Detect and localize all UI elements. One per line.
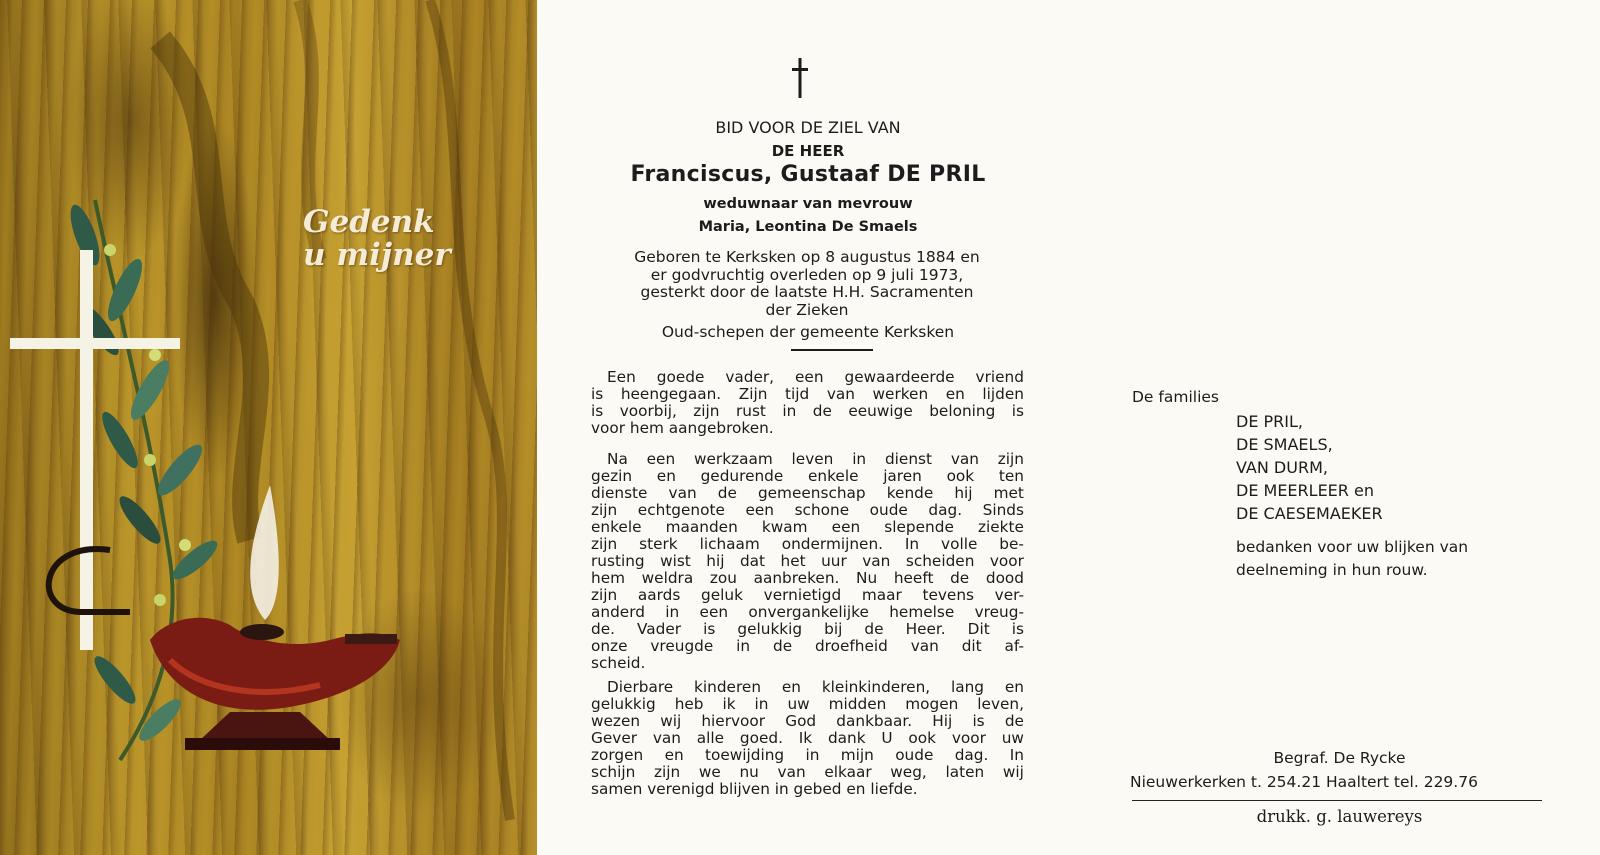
detail-line: der Zieken: [765, 300, 849, 319]
paragraph-line: zijn sterk lichaam ondermijnen. In volle be-: [591, 535, 1024, 553]
paragraph-line: dienste van de gemeenschap kende hij met: [591, 484, 1024, 502]
paragraph-line: zijn aards geluk vernietigd maar tevens ver-: [591, 586, 1024, 604]
paragraph-line: de. Vader is gelukkig bij de Heer. Dit is: [591, 620, 1024, 638]
paragraph-line: anderd in een onvergankelijke hemelse vreug-: [591, 603, 1024, 621]
paragraph-line: hem weldra zou aanbreken. Nu heeft de dood: [591, 569, 1024, 587]
birth-death-details: [587, 249, 1027, 319]
paragraph-line: Een goede vader, een gewaardeerde vriend: [607, 368, 1024, 386]
office-line: Oud-schepen der gemeente Kerksken: [661, 323, 955, 341]
thank-you-panel: [1079, 0, 1600, 855]
paragraph-line: schijn zijn we nu van elkaar weg, laten wij: [591, 763, 1024, 781]
family-name: DE MEERLEER en: [1236, 481, 1374, 500]
printer-credit: drukk. g. lauwereys: [1256, 807, 1423, 826]
paragraph-line: is heengegaan. Zijn tijd van werken en lijden: [591, 385, 1024, 403]
thanks-message: [1236, 536, 1536, 582]
paragraph-line: enkele maanden kwam een slepende ziekte: [591, 518, 1024, 536]
cover-title-line: Gedenk: [303, 204, 435, 240]
paragraph-line: voor hem aangebroken.: [591, 419, 774, 437]
thanks-line: deelneming in hun rouw.: [1236, 561, 1428, 579]
family-name: DE SMAELS,: [1236, 435, 1333, 454]
cover-illustration: [0, 0, 537, 855]
widower-line: weduwnaar van mevrouw: [703, 196, 913, 212]
paragraph-line: Dierbare kinderen en kleinkinderen, lang en: [607, 678, 1024, 696]
cross-icon: [792, 58, 808, 98]
paragraph-line: zijn echtgenote een schone oude dag. Sinds: [591, 501, 1024, 519]
cover-title-line: u mijner: [303, 237, 451, 273]
paragraph-line: gelukkig heb ik in uw midden mogen leven,: [591, 695, 1024, 713]
cover-title: [303, 206, 451, 272]
paragraph-line: onze vreugde in de droefheid van dit af-: [591, 637, 1024, 655]
memorial-paragraph: [591, 369, 1024, 437]
detail-line: gesterkt door de laatste H.H. Sacramenten: [640, 283, 974, 301]
detail-line: er godvruchtig overleden op 9 juli 1973,: [650, 265, 964, 284]
thanks-line: bedanken voor uw blijken van: [1236, 538, 1469, 556]
deceased-name: Franciscus, Gustaaf DE PRIL: [630, 162, 986, 187]
detail-line: Geboren te Kerksken op 8 augustus 1884 en: [634, 248, 980, 266]
memorial-paragraph: [591, 451, 1024, 672]
undertaker: Begraf. De Rycke: [1273, 749, 1406, 767]
prayer-heading: BID VOOR DE ZIEL VAN: [715, 118, 901, 137]
paragraph-line: is voorbij, zijn rust in de eeuwige beloning is: [591, 402, 1024, 420]
undertaker-contact: Nieuwerkerken t. 254.21 Haaltert tel. 229.76: [1130, 773, 1478, 791]
paragraph-line: Na een werkzaam leven in dienst van zijn: [607, 450, 1024, 468]
memorial-text-panel: [537, 0, 1079, 855]
divider: [791, 349, 873, 351]
paragraph-line: gezin en gedurende enkele jaren ook ten: [591, 467, 1024, 485]
families-label: De families: [1132, 388, 1219, 406]
paragraph-line: Gever van alle goed. Ik dank U ook voor uw: [591, 729, 1024, 747]
family-name: DE CAESEMAEKER: [1236, 504, 1383, 523]
families-list: [1236, 410, 1383, 525]
paragraph-line: samen verenigd blijven in gebed en liefde.: [591, 780, 918, 798]
cross-icon: [10, 250, 180, 650]
memorial-paragraph: [591, 679, 1024, 798]
spouse-name: Maria, Leontina De Smaels: [698, 219, 918, 235]
family-name: VAN DURM,: [1236, 458, 1328, 477]
paragraph-line: scheid.: [591, 654, 646, 672]
paragraph-line: wezen wij hiervoor God dankbaar. Hij is de: [591, 712, 1024, 730]
family-name: DE PRIL,: [1236, 412, 1303, 431]
honorific: DE HEER: [771, 142, 845, 160]
oil-lamp-icon: [150, 618, 400, 750]
paragraph-line: rusting wist hij dat het uur van scheiden voor: [591, 552, 1024, 570]
paragraph-line: zorgen en toewijding in mijn oude dag. In: [591, 746, 1024, 764]
divider: [1132, 800, 1542, 801]
cross-and-oil-lamp-illustration: [0, 0, 537, 855]
